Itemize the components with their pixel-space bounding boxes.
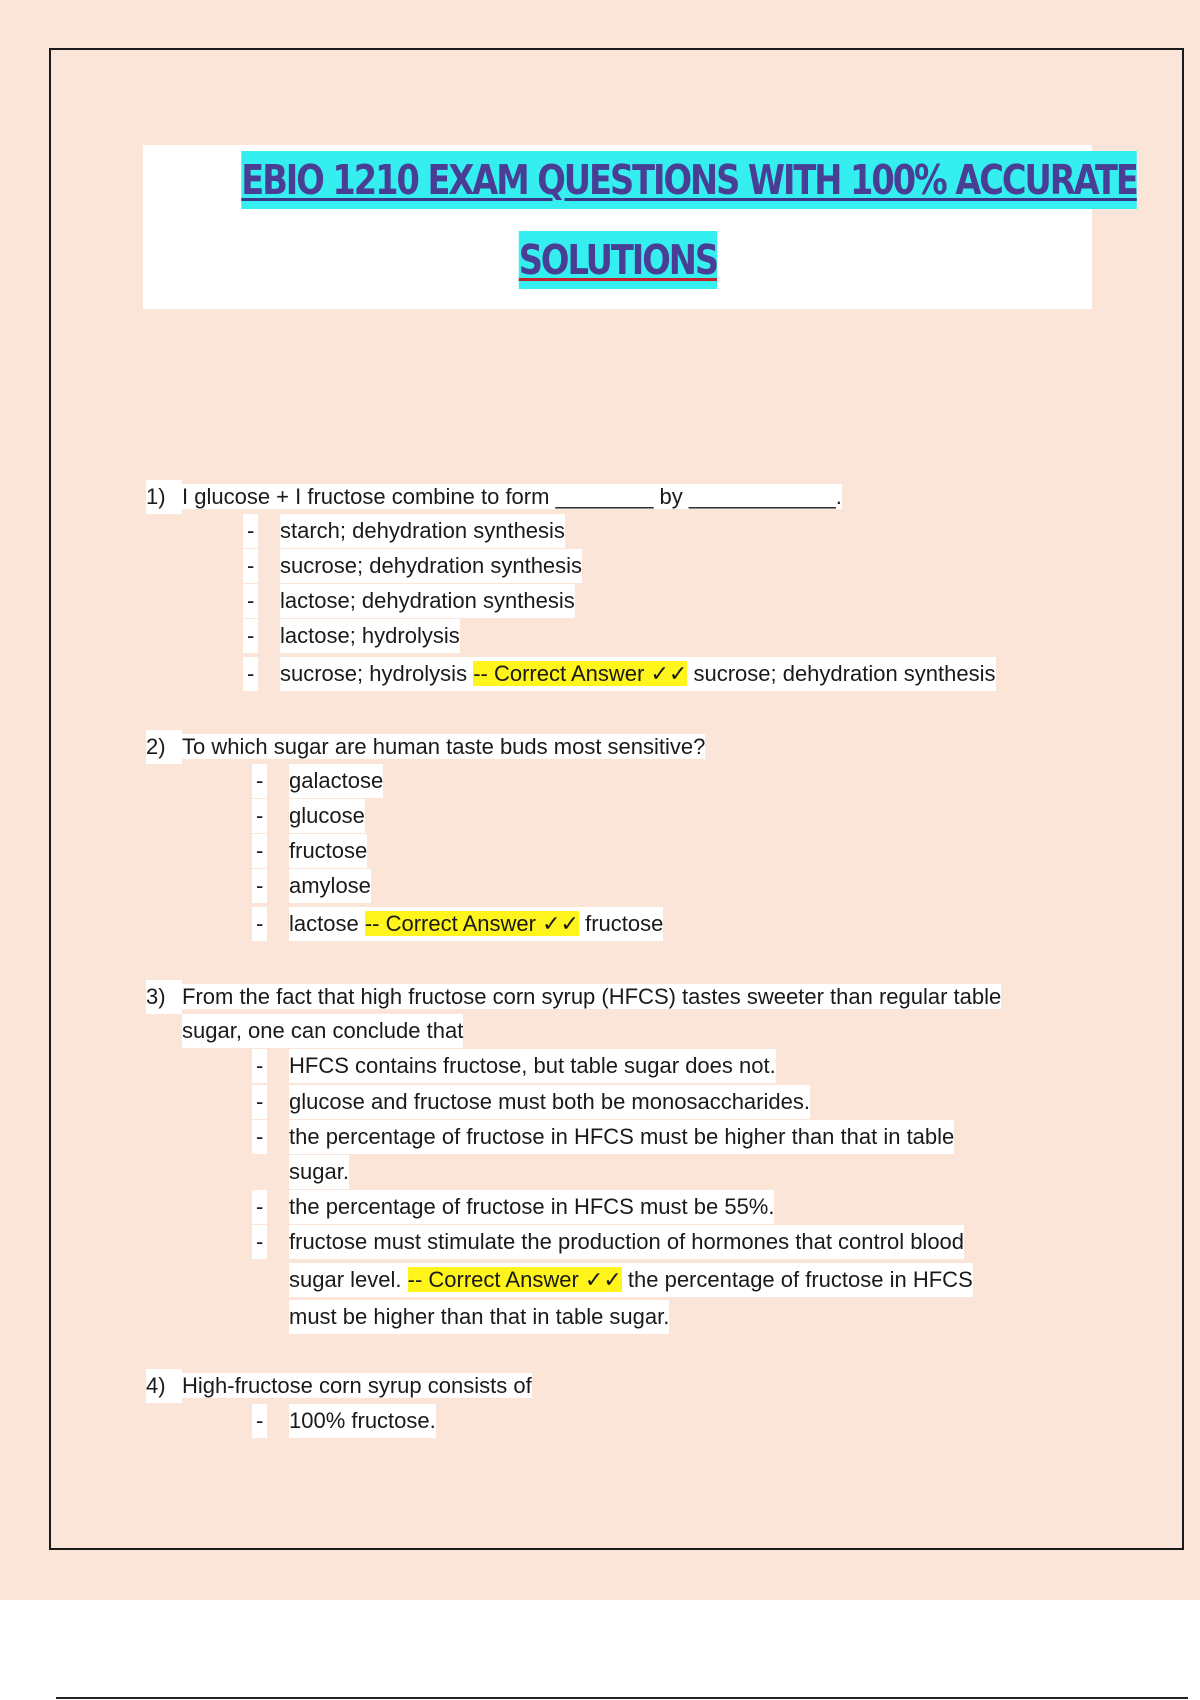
option-text-continued: sugar.: [289, 1155, 349, 1189]
title-line-1: EBIO 1210 EXAM QUESTIONS WITH 100% ACCURATE: [241, 151, 1137, 209]
option-text: 100% fructose.: [289, 1404, 436, 1438]
option-text: glucose and fructose must both be monosaccharides.: [289, 1085, 810, 1119]
question-text: To which sugar are human taste buds most sensitive?: [182, 734, 706, 759]
option-text: sucrose; dehydration synthesis: [280, 549, 582, 583]
option-text: fructose must stimulate the production of hormones that control blood: [289, 1225, 964, 1259]
title-line-2: SOLUTIONS: [518, 231, 716, 289]
bullet-dash: -: [243, 549, 258, 583]
correct-answer-marker: -- Correct Answer ✓✓: [407, 1267, 622, 1292]
bullet-dash: -: [243, 657, 258, 691]
question-text: I glucose + I fructose combine to form ________ by ____________.: [182, 484, 842, 509]
option-text: HFCS contains fructose, but table sugar does not.: [289, 1049, 776, 1083]
option-text: fructose: [289, 834, 367, 868]
option-text: the percentage of fructose in HFCS must be higher than that in table: [289, 1120, 954, 1154]
correct-answer-text: sucrose; dehydration synthesis: [693, 661, 996, 686]
bullet-dash: -: [243, 619, 258, 653]
option-with-answer: [280, 657, 996, 691]
bullet-dash: -: [252, 907, 267, 941]
question-text: From the fact that high fructose corn syrup (HFCS) tastes sweeter than regular table: [182, 984, 1002, 1009]
correct-answer-marker: -- Correct Answer ✓✓: [473, 661, 688, 686]
bullet-dash: -: [252, 1049, 267, 1083]
correct-answer-text: fructose: [585, 911, 664, 936]
bullet-dash: -: [252, 1404, 267, 1438]
bullet-dash: -: [252, 1190, 267, 1224]
option-with-answer: [289, 907, 663, 941]
question-text: High-fructose corn syrup consists of: [182, 1373, 532, 1398]
option-text: the percentage of fructose in HFCS must be 55%.: [289, 1190, 774, 1224]
option-text: lactose: [289, 911, 359, 936]
question-text-continued: sugar, one can conclude that: [182, 1014, 463, 1048]
question-1: [146, 480, 842, 514]
option-text-continued: sugar level.: [289, 1267, 402, 1292]
bullet-dash: -: [243, 514, 258, 548]
title-block: [143, 145, 1137, 309]
bullet-dash: -: [252, 1120, 267, 1154]
option-text: glucose: [289, 799, 365, 833]
bullet-dash: -: [252, 834, 267, 868]
option-text: starch; dehydration synthesis: [280, 514, 565, 548]
option-text: galactose: [289, 764, 383, 798]
bullet-dash: -: [252, 1225, 267, 1259]
correct-answer-marker: -- Correct Answer ✓✓: [364, 911, 579, 936]
bullet-dash: -: [252, 764, 267, 798]
question-number: 1): [146, 480, 182, 514]
option-with-answer: [289, 1263, 973, 1297]
option-text: sucrose; hydrolysis: [280, 661, 468, 686]
option-text: lactose; hydrolysis: [280, 619, 460, 653]
question-4: [146, 1369, 532, 1403]
question-3: [146, 980, 1002, 1043]
bullet-dash: -: [252, 1085, 267, 1119]
footer-divider: [56, 1697, 1188, 1699]
question-number: 4): [146, 1369, 182, 1403]
question-number: 2): [146, 730, 182, 764]
question-number: 3): [146, 980, 182, 1014]
bullet-dash: -: [252, 869, 267, 903]
bullet-dash: -: [252, 799, 267, 833]
option-text: lactose; dehydration synthesis: [280, 584, 575, 618]
question-2: [146, 730, 705, 764]
bullet-dash: -: [243, 584, 258, 618]
option-text: amylose: [289, 869, 371, 903]
correct-answer-text: the percentage of fructose in HFCS: [627, 1267, 973, 1292]
correct-answer-text-continued: must be higher than that in table sugar.: [289, 1300, 669, 1334]
